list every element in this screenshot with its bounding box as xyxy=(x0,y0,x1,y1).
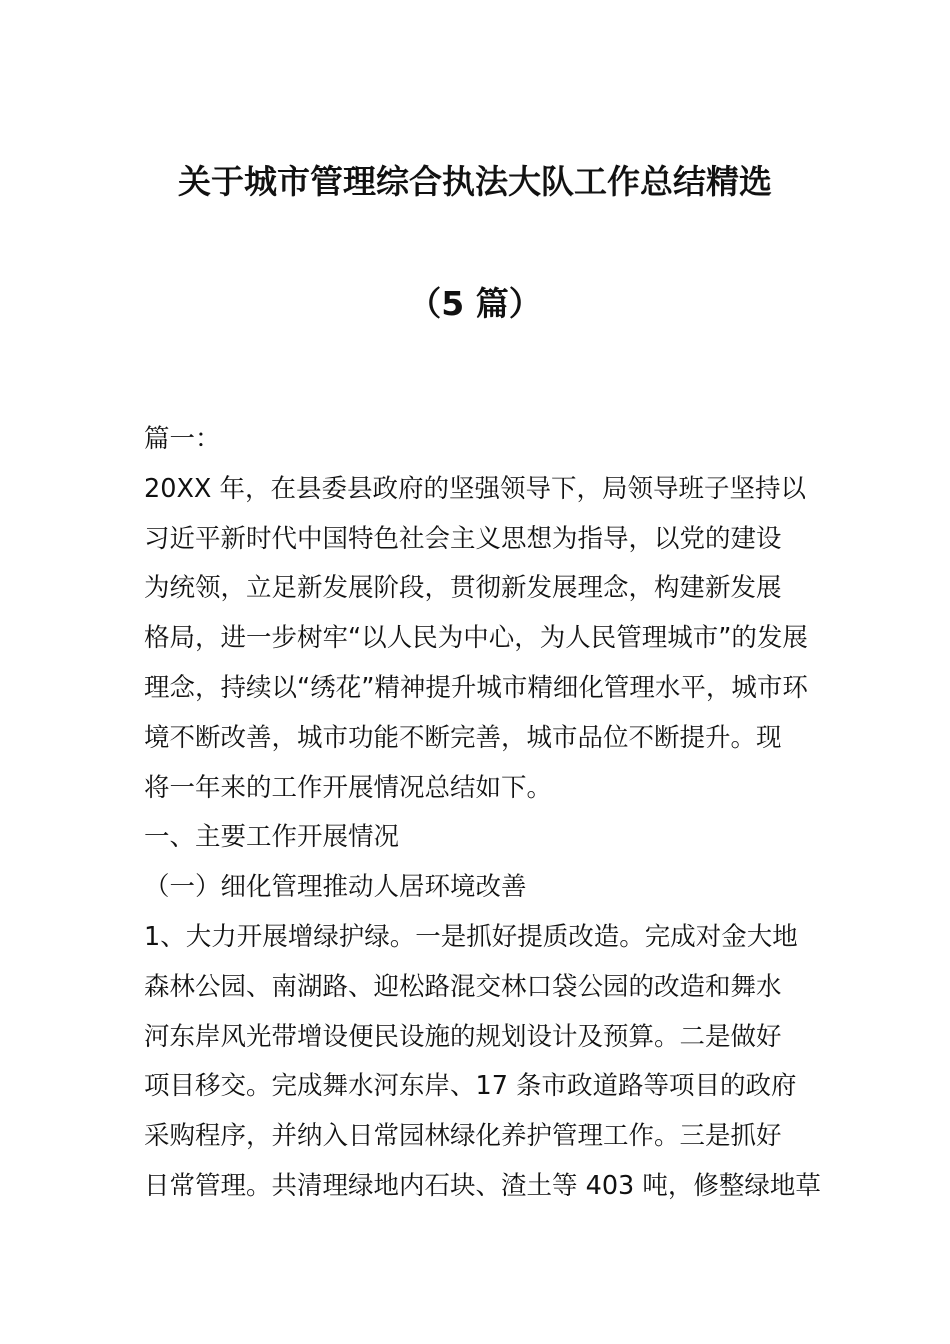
paragraph-line: 森林公园、南湖路、迎松路混交林口袋公园的改造和舞水 xyxy=(144,971,782,1002)
subsection-heading: （一）细化管理推动人居环境改善 xyxy=(144,872,527,903)
section-label: 篇一： xyxy=(144,424,221,454)
paragraph-line: 1、大力开展增绿护绿。一是抓好提质改造。完成对金大地 xyxy=(144,921,798,952)
paragraph-line: 河东岸风光带增设便民设施的规划设计及预算。二是做好 xyxy=(144,1021,782,1052)
paragraph-line: 项目移交。完成舞水河东岸、17 条市政道路等项目的政府 xyxy=(144,1071,797,1102)
document-subtitle: （5 篇） xyxy=(408,284,542,323)
paragraph-line: 为统领，立足新发展阶段，贯彻新发展理念，构建新发展 xyxy=(144,573,782,604)
paragraph-line: 习近平新时代中国特色社会主义思想为指导，以党的建设 xyxy=(144,523,782,554)
paragraph-line: 采购程序，并纳入日常园林绿化养护管理工作。三是抓好 xyxy=(144,1121,782,1152)
paragraph-line: 日常管理。共清理绿地内石块、渣土等 403 吨，修整绿地草 xyxy=(144,1170,821,1201)
document-title: 关于城市管理综合执法大队工作总结精选 xyxy=(178,162,772,201)
document-body xyxy=(144,415,821,1212)
paragraph-line: 将一年来的工作开展情况总结如下。 xyxy=(144,772,553,803)
section-heading: 一、主要工作开展情况 xyxy=(144,822,400,853)
paragraph-line: 境不断改善，城市功能不断完善，城市品位不断提升。现 xyxy=(144,722,782,753)
paragraph-line: 格局，进一步树牢“以人民为中心，为人民管理城市”的发展 xyxy=(144,623,808,654)
paragraph-line: 理念，持续以“绣花”精神提升城市精细化管理水平，城市环 xyxy=(144,672,808,703)
paragraph-line: 20XX 年，在县委县政府的坚强领导下，局领导班子坚持以 xyxy=(144,473,806,504)
